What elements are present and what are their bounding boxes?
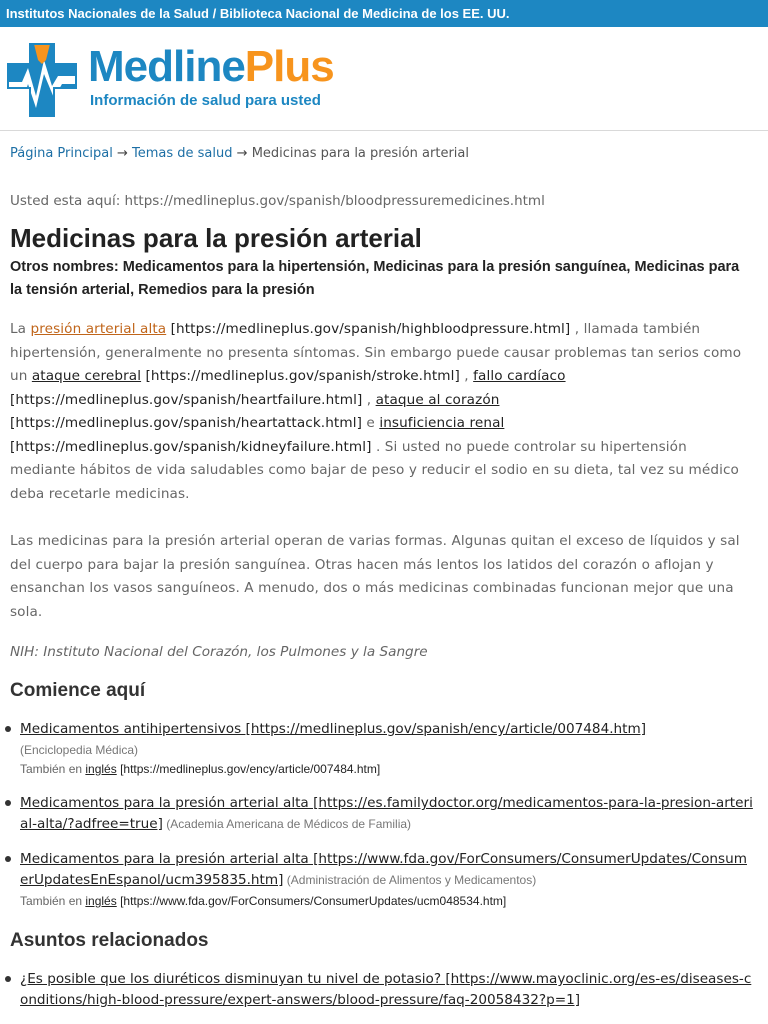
- logo-wordmark: [88, 40, 334, 94]
- summary-text: . Si usted no puede controlar su hipertensión mediante hábitos de vida saludables como bajar de peso y reducir el sodio en su dieta, tal vez su médico deba recetarle medicinas.: [10, 438, 739, 502]
- list-item: [10, 848, 755, 910]
- summary-text: La: [10, 321, 31, 337]
- also-prefix: También en: [20, 762, 86, 776]
- resource-source: (Academia Americana de Médicos de Familia): [162, 817, 412, 831]
- breadcrumb-home-link[interactable]: Página Principal: [10, 146, 113, 161]
- summary-paragraph-2: Las medicinas para la presión arterial operan de varias formas. Algunas quitan el exceso de líquidos y sal del cuerpo para bajar la presión sanguínea. Otras hacen más lentos los latidos del corazón o aflojan y ensanchan los vasos sanguíneos. A menudo, dos o más medicinas combinadas funcionan mejor que una sola.: [10, 533, 740, 620]
- page-location: Usted esta aquí: https://medlineplus.gov/spanish/bloodpressuremedicines.html: [10, 193, 545, 209]
- top-banner: Institutos Nacionales de la Salud / Biblioteca Nacional de Medicina de los EE. UU.: [0, 0, 768, 27]
- stroke-link[interactable]: ataque cerebral: [31, 368, 142, 384]
- list-item: [10, 718, 755, 778]
- page-title: Medicinas para la presión arterial: [10, 223, 422, 253]
- logo-wordmark-plus: Plus: [244, 42, 334, 91]
- summary-url: [https://medlineplus.gov/spanish/heartfailure.html]: [10, 391, 363, 408]
- summary-text: ,: [459, 368, 474, 384]
- heart-failure-link[interactable]: fallo cardíaco: [473, 368, 566, 384]
- start-here-heading: Comience aquí: [10, 680, 146, 701]
- related-heading: Asuntos relacionados: [10, 930, 209, 951]
- english-url: [https://medlineplus.gov/ency/article/007484.htm]: [116, 762, 381, 776]
- resource-link[interactable]: Medicamentos antihipertensivos [https://medlineplus.gov/spanish/ency/article/007484.htm]: [20, 721, 647, 737]
- summary-url: [https://medlineplus.gov/spanish/highbloodpressure.html]: [166, 321, 571, 337]
- breadcrumb-topics-link[interactable]: Temas de salud: [132, 146, 233, 161]
- also-in-english: [20, 894, 506, 908]
- resource-link[interactable]: Medicamentos para la presión arterial alta [https://es.familydoctor.org/medicamentos-para-la-presion-arterial-alta/?adfree=true]: [20, 795, 753, 832]
- resource-source: (Enciclopedia Médica): [20, 743, 139, 757]
- start-here-list: [10, 718, 755, 910]
- english-link[interactable]: inglés: [85, 762, 117, 776]
- related-list: [10, 968, 755, 1010]
- also-in-english: [20, 762, 380, 776]
- heart-attack-link[interactable]: ataque al corazón: [375, 391, 500, 408]
- breadcrumb-arrow-icon: →: [236, 146, 248, 161]
- summary-text: e: [362, 415, 380, 431]
- breadcrumb: [10, 146, 469, 161]
- summary-url: [https://medlineplus.gov/spanish/stroke.html]: [141, 368, 460, 384]
- summary-paragraph-1: [10, 318, 755, 506]
- high-blood-pressure-link[interactable]: presión arterial alta: [30, 321, 167, 337]
- logo-tagline: Información de salud para usted: [90, 92, 321, 109]
- list-item: [10, 968, 755, 1010]
- kidney-failure-link[interactable]: insuficiencia renal: [379, 415, 505, 431]
- resource-link[interactable]: Medicamentos para la presión arterial alta [https://www.fda.gov/ForConsumers/ConsumerUpdates/ConsumerUpdatesEnEspanol/ucm395835.htm]: [20, 851, 747, 888]
- list-item: [10, 792, 755, 834]
- summary-source: NIH: Instituto Nacional del Corazón, los Pulmones y la Sangre: [10, 644, 428, 660]
- medlineplus-cross-icon: [6, 42, 78, 118]
- summary-url: [https://medlineplus.gov/spanish/heartattack.html]: [10, 415, 362, 431]
- also-prefix: También en: [20, 894, 86, 908]
- main-content: [10, 220, 755, 1024]
- english-url: [https://www.fda.gov/ForConsumers/ConsumerUpdates/ucm048534.htm]: [116, 894, 507, 908]
- header-divider: [0, 130, 768, 131]
- resource-source: (Administración de Alimentos y Medicamentos): [283, 873, 537, 887]
- english-link[interactable]: inglés: [85, 894, 117, 908]
- breadcrumb-current: Medicinas para la presión arterial: [251, 146, 469, 161]
- summary-text: , llamada también hipertensión, generalmente no presenta síntomas. Sin embargo puede causar problemas tan serios como un: [10, 321, 742, 384]
- also-called: Otros nombres: Medicamentos para la hipertensión, Medicinas para la presión sanguínea, Medicinas para la tensión arterial, Remedios para la presión: [10, 259, 740, 298]
- medlineplus-logo[interactable]: [6, 38, 346, 118]
- resource-link[interactable]: ¿Es posible que los diuréticos disminuyan tu nivel de potasio? [https://www.mayoclinic.org/es-es/diseases-conditions/high-blood-pressure/expert-answers/blood-pressure/faq-20058432?p=1]: [20, 971, 752, 1008]
- logo-wordmark-medline: Medline: [88, 42, 245, 91]
- breadcrumb-arrow-icon: →: [116, 146, 128, 161]
- summary-url: [https://medlineplus.gov/spanish/kidneyfailure.html]: [10, 438, 372, 455]
- summary-text: ,: [362, 391, 376, 408]
